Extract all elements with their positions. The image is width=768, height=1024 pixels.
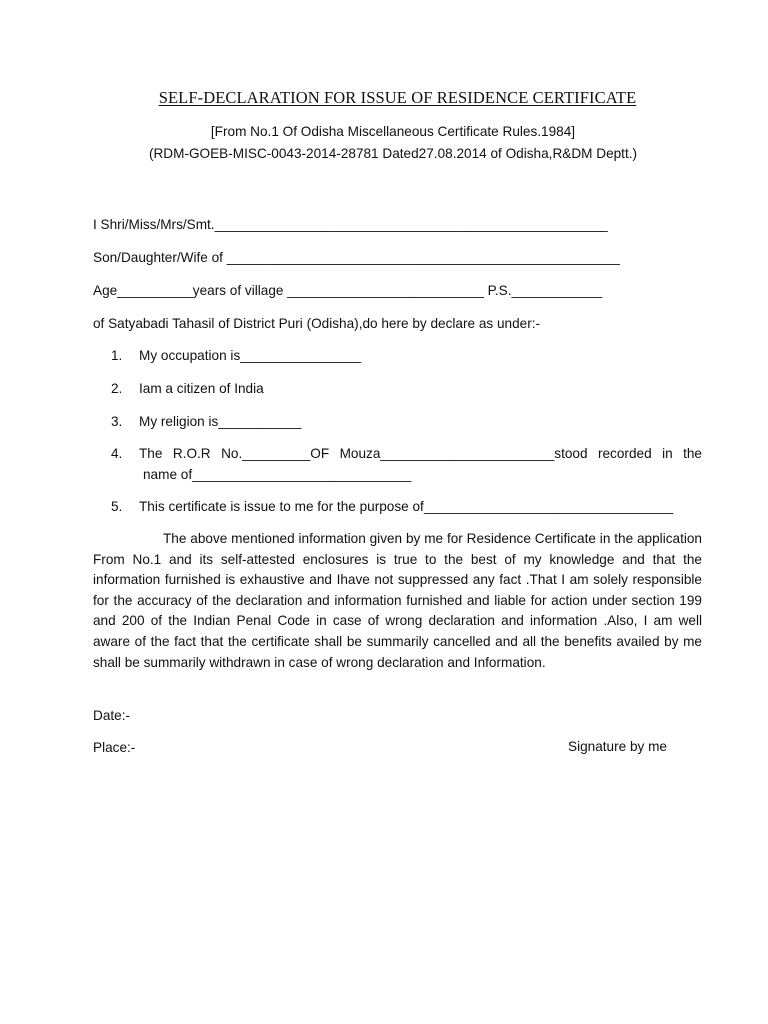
place-label: Place:-	[93, 740, 136, 755]
document-subtitle-reference: (RDM-GOEB-MISC-0043-2014-28781 Dated27.08.2014 of Odisha,R&DM Deptt.)	[148, 146, 638, 161]
age-village-ps-line: Age__________years of village __________________________ P.S.____________	[93, 283, 603, 298]
declaration-occupation: My occupation is________________	[139, 348, 362, 363]
relation-field-line: Son/Daughter/Wife of ____________________________________________________	[93, 250, 620, 265]
declaration-number: 4.	[111, 446, 123, 461]
declaration-purpose: This certificate is issue to me for the purpose of_________________________________	[139, 499, 674, 514]
declaration-ror-name-of: name of_____________________________	[143, 467, 412, 482]
document-subtitle-rules: [From No.1 Of Odisha Miscellaneous Certificate Rules.1984]	[210, 124, 576, 139]
declaration-ror-mouza: The R.O.R No._________OF Mouza_______________________stood recorded in the	[139, 446, 702, 461]
declaration-number: 1.	[111, 348, 123, 363]
signature-label: Signature by me	[568, 739, 667, 754]
declaration-number: 2.	[111, 381, 123, 396]
tahasil-declaration-line: of Satyabadi Tahasil of District Puri (Odisha),do here by declare as under:-	[93, 316, 541, 331]
declaration-number: 5.	[111, 499, 123, 514]
document-title: SELF-DECLARATION FOR ISSUE OF RESIDENCE CERTIFICATE	[158, 88, 637, 107]
declaration-religion: My religion is___________	[139, 414, 302, 429]
name-field-line: I Shri/Miss/Mrs/Smt.____________________________________________________	[93, 217, 608, 232]
declaration-paragraph: The above mentioned information given by me for Residence Certificate in the application From No.1 and its self-attested enclosures is true to the best of my knowledge and that the information furnished is exhaustive and Ihave not suppressed any fact .That I am solely responsible for the accuracy of the declaration and information furnished and liable for action under section 199 and 200 of the Indian Penal Code in case of wrong declaration and information .Also, I am well aware of the fact that the certificate shall be summarily cancelled and all the benefits availed by me shall be summarily withdrawn in case of wrong declaration and Information.	[93, 531, 702, 670]
date-label: Date:-	[93, 708, 131, 723]
declaration-number: 3.	[111, 414, 123, 429]
declaration-citizenship: Iam a citizen of India	[139, 381, 264, 396]
